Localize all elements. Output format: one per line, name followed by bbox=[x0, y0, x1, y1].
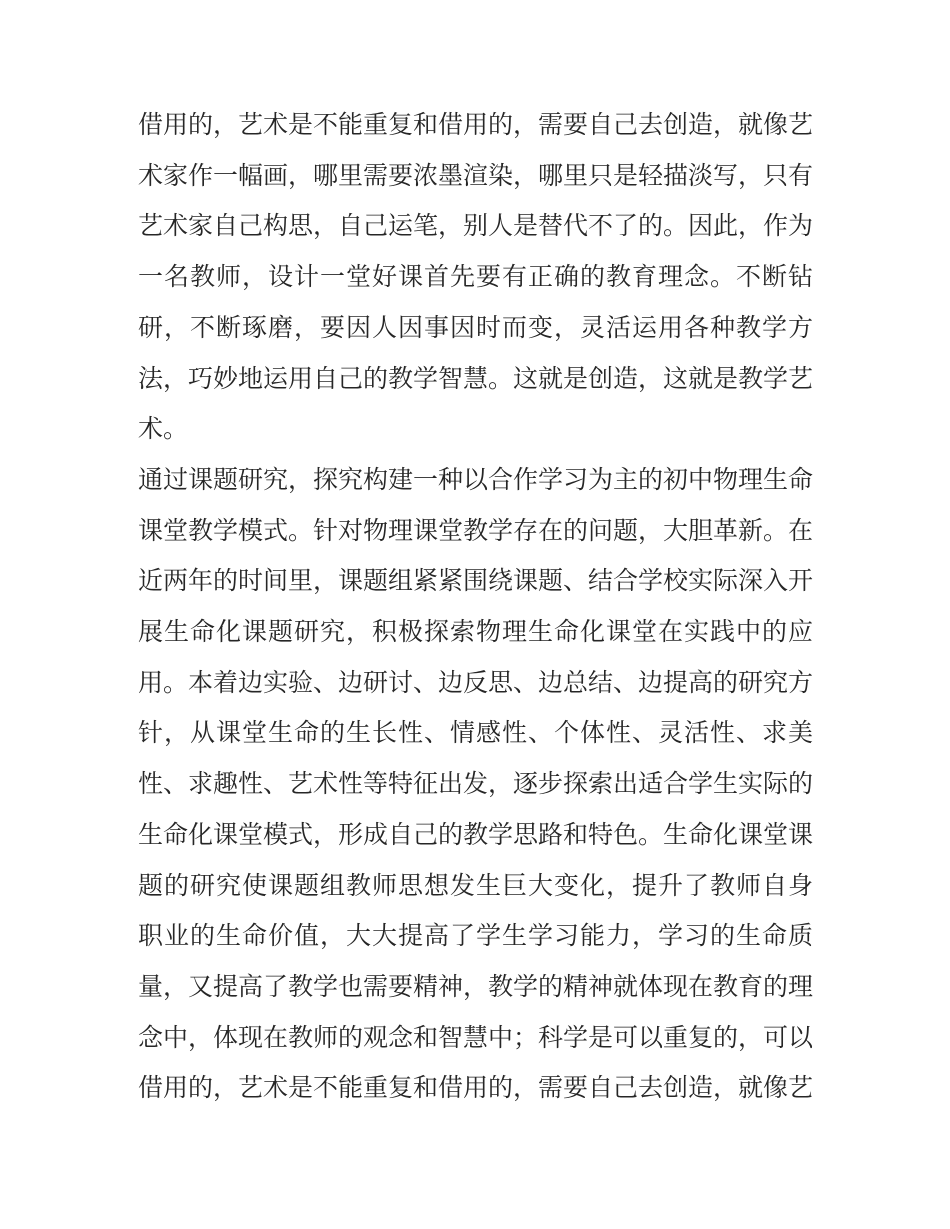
text-line: 法，巧妙地运用自己的教学智慧。这就是创造，这就是教学艺 bbox=[138, 365, 814, 393]
paragraph bbox=[138, 101, 813, 456]
text-line: 术家作一幅画，哪里需要浓墨渲染，哪里只是轻描淡写，只有 bbox=[138, 162, 814, 190]
text-line: 借用的，艺术是不能重复和借用的，需要自己去创造，就像艺 bbox=[138, 1075, 814, 1103]
text-line: 针，从课堂生命的生长性、情感性、个体性、灵活性、求美 bbox=[138, 720, 813, 748]
text-line: 课堂教学模式。针对物理课堂教学存在的问题，大胆革新。在 bbox=[138, 517, 814, 545]
text-line: 性、求趣性、艺术性等特征出发，逐步探索出适合学生实际的 bbox=[138, 771, 814, 799]
paragraph bbox=[138, 456, 813, 1115]
text-line: 通过课题研究，探究构建一种以合作学习为主的初中物理生命 bbox=[138, 466, 814, 494]
text-line: 职业的生命价值，大大提高了学生学习能力，学习的生命质 bbox=[138, 923, 813, 951]
text-line: 近两年的时间里，课题组紧紧围绕课题、结合学校实际深入开 bbox=[138, 568, 814, 596]
text-line: 生命化课堂模式，形成自己的教学思路和特色。生命化课堂课 bbox=[138, 821, 814, 849]
text-line: 展生命化课题研究，积极探索物理生命化课堂在实践中的应 bbox=[138, 619, 813, 647]
text-line: 念中，体现在教师的观念和智慧中；科学是可以重复的，可以 bbox=[138, 1024, 814, 1052]
text-block bbox=[138, 101, 813, 1115]
text-line: 一名教师，设计一堂好课首先要有正确的教育理念。不断钻 bbox=[138, 264, 813, 292]
text-line: 量，又提高了教学也需要精神，教学的精神就体现在教育的理 bbox=[138, 973, 814, 1001]
text-line: 借用的，艺术是不能重复和借用的，需要自己去创造，就像艺 bbox=[138, 112, 814, 139]
text-line: 术。 bbox=[138, 416, 189, 444]
text-line: 题的研究使课题组教师思想发生巨大变化，提升了教师自身 bbox=[138, 872, 813, 900]
text-line: 艺术家自己构思，自己运笔，别人是替代不了的。因此，作为 bbox=[138, 213, 814, 241]
text-line: 研，不断琢磨，要因人因事因时而变，灵活运用各种教学方 bbox=[138, 314, 813, 342]
text-line: 用。本着边实验、边研讨、边反思、边总结、边提高的研究方 bbox=[138, 669, 814, 697]
